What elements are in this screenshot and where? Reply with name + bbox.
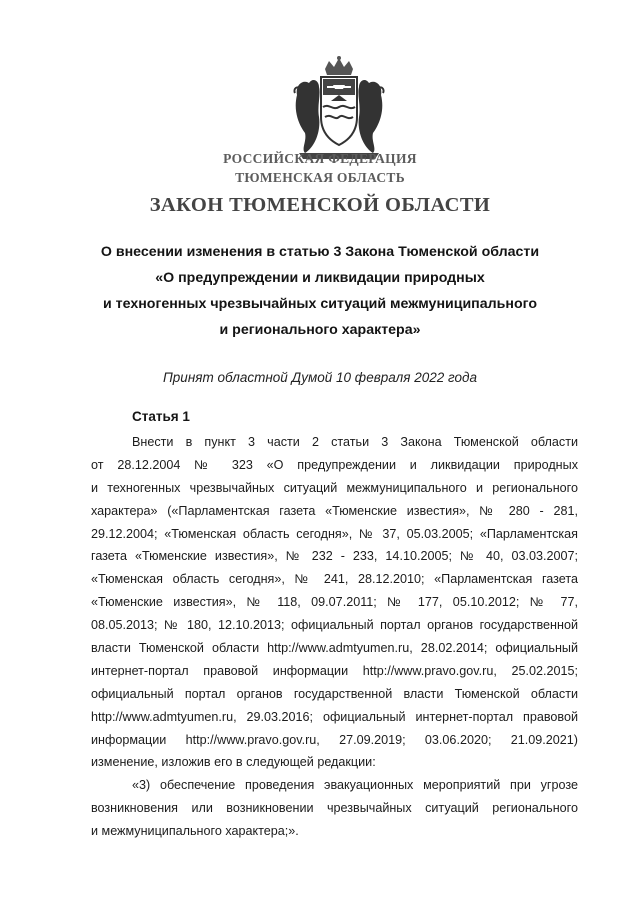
body-line: характера» («Парламентская газета «Тюменские известия», № 280 - 281, [91, 503, 578, 518]
law-heading [0, 239, 640, 343]
body-line: от 28.12.2004 № 323 «О предупреждении и ликвидации природных [91, 457, 578, 472]
article-title: Статья 1 [132, 409, 190, 424]
body-line: интернет-портал правовой информации http://www.pravo.gov.ru, 25.02.2015; [91, 663, 578, 678]
body-line: и техногенных чрезвычайных ситуаций межмуниципального и регионального [91, 480, 578, 495]
heading-line: О внесении изменения в статью 3 Закона Тюменской области [100, 244, 540, 260]
heading-line: «О предупреждении и ликвидации природных [155, 270, 485, 286]
body-line: изменение, изложив его в следующей редакции: [91, 755, 376, 770]
body-line: «Тюменская область сегодня», № 241, 28.12.2010; «Парламентская газета [91, 572, 578, 587]
body-line: возникновения или возникновении чрезвычайных ситуаций регионального [91, 801, 578, 816]
org-line-federation: РОССИЙСКАЯ ФЕДЕРАЦИЯ [223, 151, 417, 166]
body-line: http://www.admtyumen.ru, 29.03.2016; официальный интернет-портал правовой [91, 709, 578, 724]
org-line-region: ТЮМЕНСКАЯ ОБЛАСТЬ [235, 170, 405, 185]
body-line: 08.05.2013; № 180, 12.10.2013; официальный портал органов государственной [91, 618, 578, 633]
heading-line: и регионального характера» [219, 322, 421, 338]
adoption-note: Принят областной Думой 10 февраля 2022 года [163, 370, 477, 385]
body-line: Внести в пункт 3 части 2 статьи 3 Закона Тюменской области [132, 435, 578, 449]
body-line: официальный портал органов государственной власти Тюменской области [91, 686, 578, 701]
body-line: и межмуниципального характера;». [91, 824, 299, 839]
article-body [91, 431, 578, 843]
tyumen-coat-of-arms-icon [285, 55, 393, 163]
body-line: «3) обеспечение проведения эвакуационных мероприятий при угрозе [132, 778, 578, 793]
body-line: информации http://www.pravo.gov.ru, 27.09.2019; 03.06.2020; 21.09.2021) [91, 732, 578, 747]
body-line: газета «Тюменские известия», № 232 - 233, 14.10.2005; № 40, 03.03.2007; [91, 549, 578, 564]
heading-line: и техногенных чрезвычайных ситуаций межмуниципального [103, 296, 537, 312]
law-title: ЗАКОН ТЮМЕНСКОЙ ОБЛАСТИ [149, 194, 491, 216]
body-line: власти Тюменской области http://www.admtyumen.ru, 28.02.2014; официальный [91, 641, 578, 656]
body-line: 29.12.2004; «Тюменская область сегодня», № 37, 05.03.2005; «Парламентская [91, 526, 578, 541]
body-line: «Тюменские известия», № 118, 09.07.2011; № 177, 05.10.2012; № 77, [91, 595, 578, 610]
